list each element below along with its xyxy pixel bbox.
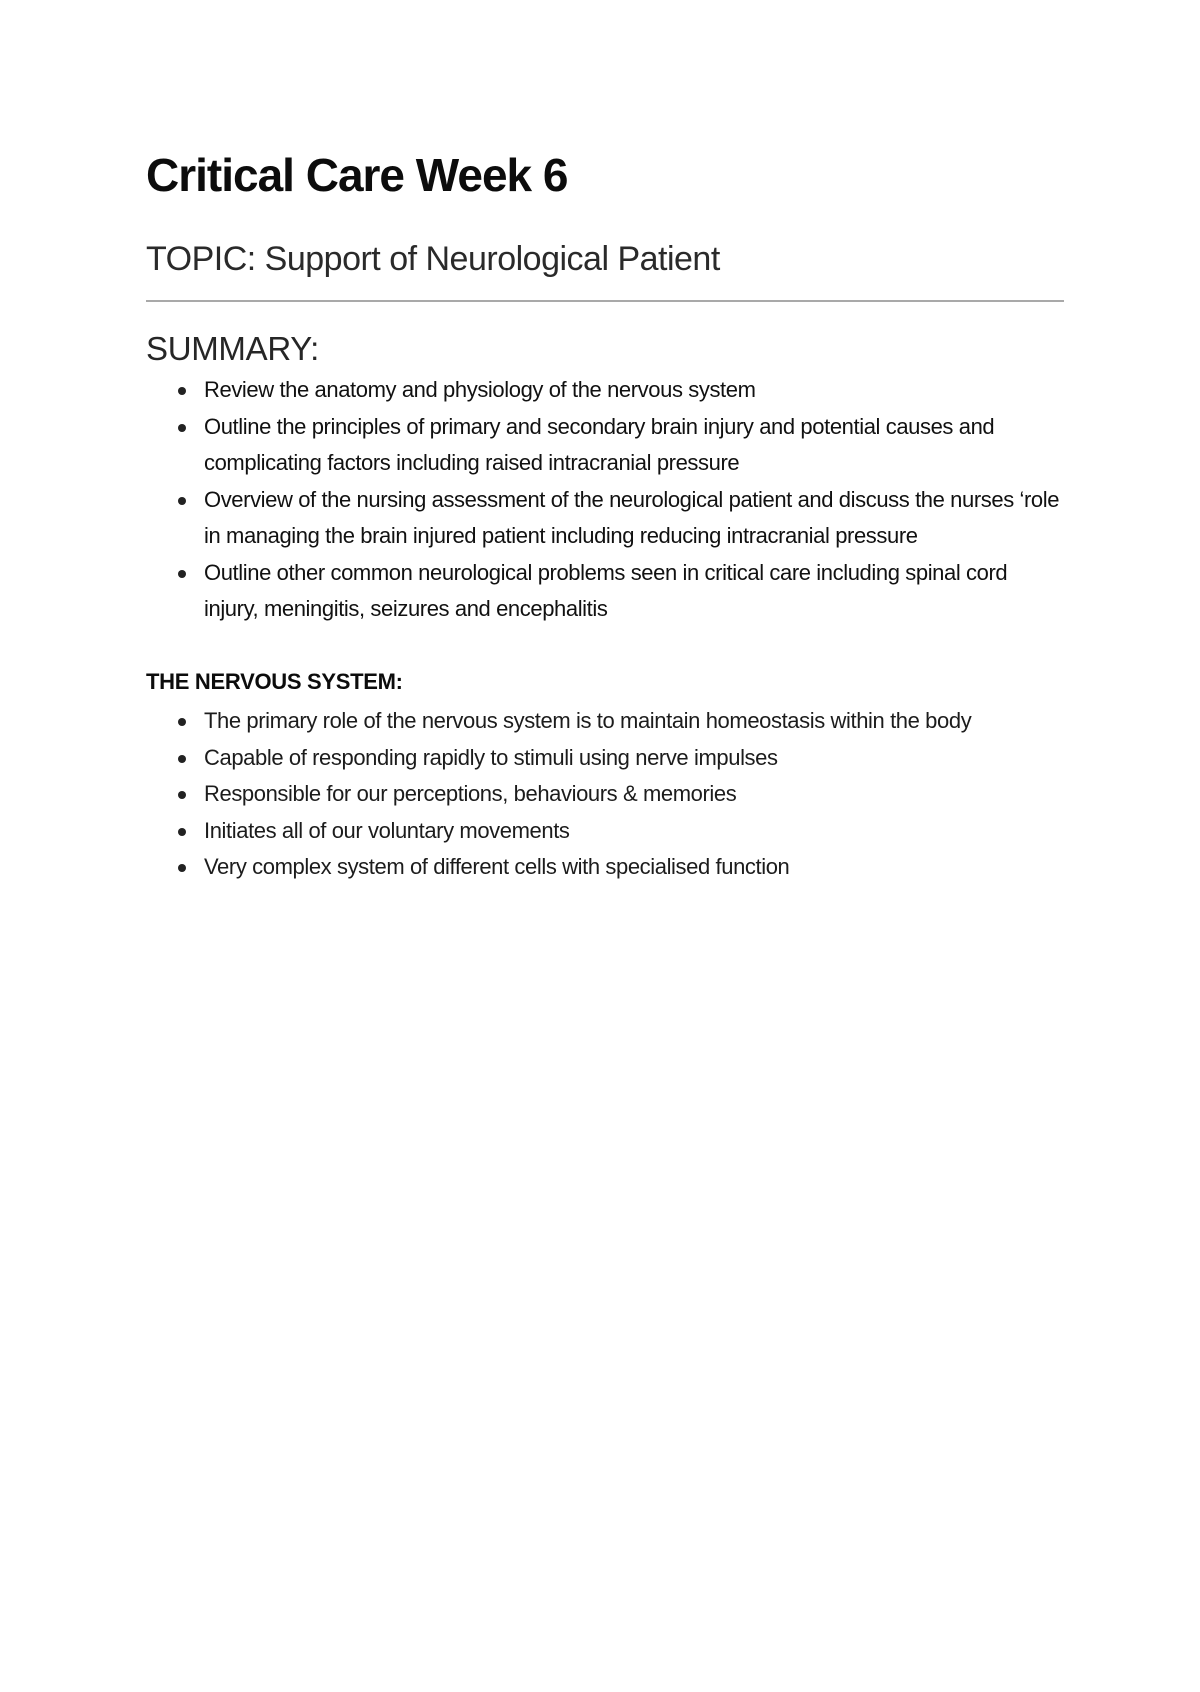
- bullet-icon: [178, 570, 186, 578]
- bullet-icon: [178, 497, 186, 505]
- horizontal-divider: [146, 300, 1064, 302]
- bullet-icon: [178, 424, 186, 432]
- nervous-system-item-text: Capable of responding rapidly to stimuli using nerve impulses: [204, 744, 778, 770]
- bullet-icon: [178, 828, 186, 836]
- nervous-system-list-item: [146, 813, 1064, 850]
- nervous-system-item-text: The primary role of the nervous system is to maintain homeostasis within the body: [204, 708, 972, 733]
- nervous-system-item-text: Very complex system of different cells with specialised function: [204, 854, 790, 879]
- nervous-system-list: [146, 703, 1064, 886]
- bullet-icon: [178, 864, 186, 872]
- summary-list: [146, 372, 1064, 628]
- bullet-icon: [178, 791, 186, 799]
- nervous-system-item-text: Initiates all of our voluntary movements: [204, 817, 570, 843]
- bullet-icon: [178, 718, 186, 726]
- summary-item-text: Outline other common neurological problems seen in critical care including spinal cord injury, meningitis, seizures and encephalitis: [204, 559, 1008, 621]
- summary-heading: SUMMARY:: [146, 330, 320, 367]
- nervous-system-list-item: [146, 776, 1064, 813]
- nervous-system-item-text: Responsible for our perceptions, behaviours & memories: [204, 781, 737, 806]
- summary-list-item: [146, 372, 1064, 409]
- summary-item-text: Outline the principles of primary and secondary brain injury and potential causes and complicating factors including raised intracranial pressure: [204, 413, 995, 475]
- summary-list-item: [146, 409, 1064, 482]
- summary-list-item: [146, 482, 1064, 555]
- nervous-system-heading: THE NERVOUS SYSTEM:: [146, 669, 403, 694]
- nervous-system-list-item: [146, 849, 1064, 886]
- bullet-icon: [178, 755, 186, 763]
- nervous-system-list-item: [146, 703, 1064, 740]
- nervous-system-list-item: [146, 740, 1064, 777]
- page-title: Critical Care Week 6: [146, 149, 568, 201]
- summary-item-text: Overview of the nursing assessment of the neurological patient and discuss the nurses ‘role in managing the brain injured patient including reducing intracranial pressure: [204, 486, 1060, 548]
- summary-list-item: [146, 555, 1064, 628]
- bullet-icon: [178, 387, 186, 395]
- summary-item-text: Review the anatomy and physiology of the nervous system: [204, 377, 756, 402]
- topic-subtitle: TOPIC: Support of Neurological Patient: [146, 240, 720, 278]
